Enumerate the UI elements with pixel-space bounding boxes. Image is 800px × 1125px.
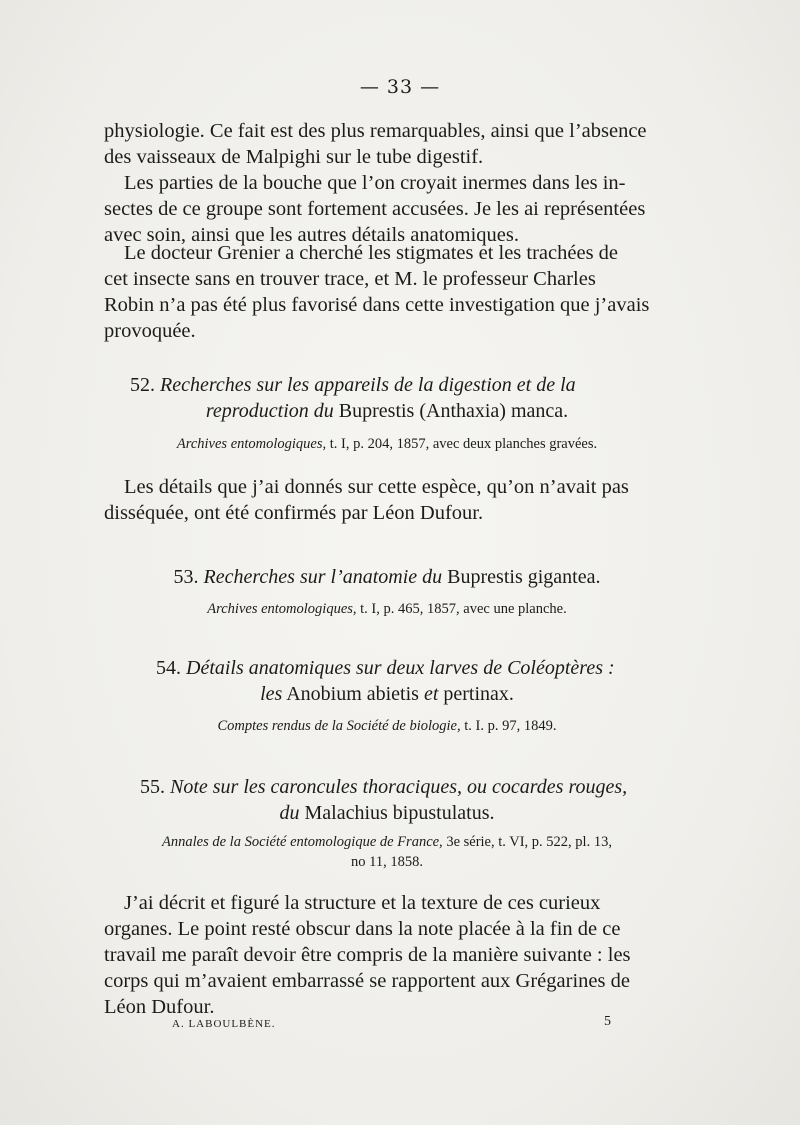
text-line: J’ai décrit et figuré la structure et la texture de ces curieux — [124, 892, 601, 914]
entry-number: 54. — [156, 657, 181, 679]
citation-details: t. I. p. 97, 1849. — [464, 718, 557, 734]
paragraph-mouth-parts — [104, 170, 674, 248]
entry-number: 52. — [130, 374, 155, 396]
text-line: physiologie. Ce fait est des plus remarquables, ainsi que l’absence — [104, 120, 647, 142]
species-name: Buprestis (Anthaxia) manca. — [338, 400, 569, 422]
paragraph-details — [104, 474, 674, 526]
text-line: sectes de ce groupe sont fortement accusées. Je les ai représentées — [104, 198, 646, 220]
text-line: Le docteur Grenier a cherché les stigmates et les trachées de — [124, 242, 619, 264]
entry-title: Recherches sur les appareils de la digestion et de la — [160, 374, 576, 396]
entry-54-source — [104, 716, 670, 736]
entry-52 — [104, 372, 670, 424]
entry-title: Note sur les caroncules thoraciques, ou cocardes rouges, — [170, 776, 628, 798]
text-line: Robin n’a pas été plus favorisé dans cette investigation que j’avais — [104, 294, 650, 316]
journal-name: Archives entomologiques, — [176, 436, 327, 452]
entry-title: Détails anatomiques sur deux larves de Coléoptères : — [186, 657, 615, 679]
journal-name: Comptes rendus de la Société de biologie, — [217, 718, 461, 734]
citation-details: t. I, p. 204, 1857, avec deux planches gravées. — [329, 436, 598, 452]
text-line: avec soin, ainsi que les autres détails anatomiques. — [104, 224, 520, 246]
species-name: Buprestis gigantea. — [447, 566, 601, 588]
citation-details: 3e série, t. VI, p. 522, pl. 13, — [446, 834, 612, 850]
species-name: Anobium abietis — [286, 683, 419, 705]
citation-details: no 11, 1858. — [351, 854, 423, 870]
entry-title: les — [260, 683, 283, 705]
entry-53-source — [104, 599, 670, 619]
journal-name: Annales de la Société entomologique de France, — [162, 834, 443, 850]
entry-53 — [104, 564, 670, 590]
paragraph-gregarines — [104, 890, 674, 1020]
species-name: Malachius bipustulatus. — [304, 802, 495, 824]
entry-title: Recherches sur l’anatomie du — [203, 566, 443, 588]
paragraph-grenier — [104, 240, 674, 344]
entry-54 — [104, 655, 670, 707]
text-line: des vaisseaux de Malpighi sur le tube digestif. — [104, 146, 484, 168]
citation-details: t. I, p. 465, 1857, avec une planche. — [360, 601, 567, 617]
page-number: — 33 — — [359, 76, 441, 98]
text-line: Léon Dufour. — [104, 996, 215, 1018]
text-line: disséquée, ont été confirmés par Léon Dufour. — [104, 502, 484, 524]
entry-55-source — [104, 832, 670, 872]
text-line: Les parties de la bouche que l’on croyait inermes dans les in- — [124, 172, 626, 194]
entry-title: reproduction du — [205, 400, 334, 422]
text-line: corps qui m’avaient embarrassé se rapportent aux Grégarines de — [104, 970, 630, 992]
journal-name: Archives entomologiques, — [207, 601, 357, 617]
text-line: travail me paraît devoir être compris de la manière suivante : les — [104, 944, 631, 966]
species-name: pertinax. — [443, 683, 514, 705]
entry-55 — [104, 774, 670, 826]
signature-mark: 5 — [604, 1014, 611, 1029]
text-line: Les détails que j’ai donnés sur cette espèce, qu’on n’avait pas — [124, 476, 629, 498]
entry-number: 55. — [140, 776, 165, 798]
text-line: cet insecte sans en trouver trace, et M. le professeur Charles — [104, 268, 596, 290]
entry-number: 53. — [173, 566, 199, 588]
entry-title: du — [279, 802, 300, 824]
entry-52-source — [104, 434, 670, 454]
paragraph-physiology — [104, 118, 674, 170]
entry-title: et — [423, 683, 439, 705]
text-line: organes. Le point resté obscur dans la note placée à la fin de ce — [104, 918, 621, 940]
author-footer: A. LABOULBÈNE. — [172, 1018, 276, 1030]
text-line: provoquée. — [104, 320, 196, 342]
